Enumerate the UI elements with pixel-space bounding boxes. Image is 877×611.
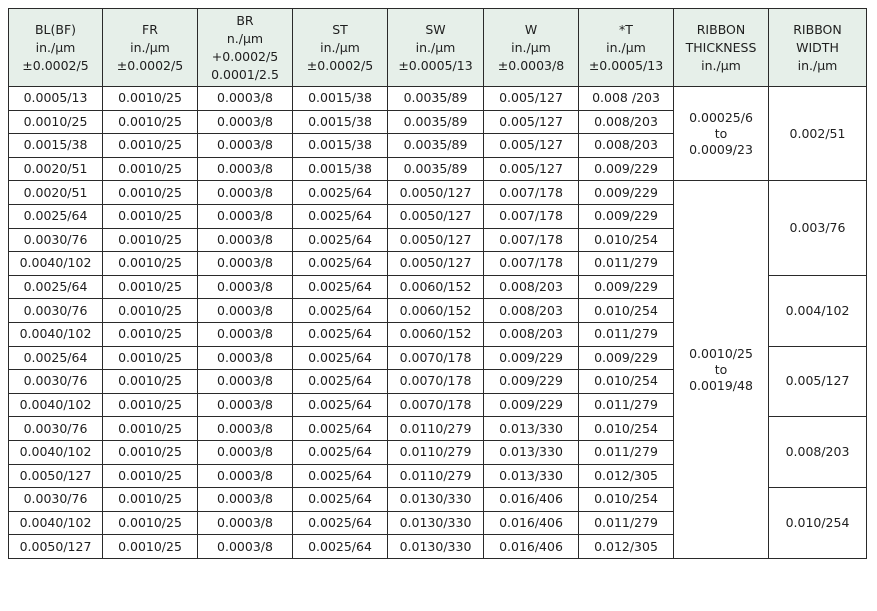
- header-ribbon-width: [769, 9, 867, 87]
- cell-t: 0.011/279: [579, 252, 674, 276]
- cell-st: 0.0025/64: [293, 440, 388, 464]
- cell-st: 0.0025/64: [293, 322, 388, 346]
- cell-fr: 0.0010/25: [103, 417, 198, 441]
- cell-sw: 0.0035/89: [388, 87, 484, 111]
- cell-st: 0.0025/64: [293, 511, 388, 535]
- header-line: ±0.0005/13: [588, 57, 664, 73]
- cell-bl-bf: 0.0030/76: [9, 370, 103, 394]
- header-line: in./µm: [415, 39, 456, 55]
- cell-fr: 0.0010/25: [103, 110, 198, 134]
- ribbon-width-cell: 0.004/102: [769, 275, 867, 346]
- ribbon-thickness-line: 0.00025/6: [689, 109, 753, 125]
- header-line: in./µm: [701, 57, 741, 73]
- cell-t: 0.009/229: [579, 275, 674, 299]
- cell-w: 0.009/229: [484, 370, 579, 394]
- cell-sw: 0.0050/127: [388, 204, 484, 228]
- cell-fr: 0.0010/25: [103, 87, 198, 111]
- cell-w: 0.005/127: [484, 110, 579, 134]
- header-br: [198, 9, 293, 87]
- cell-br: 0.0003/8: [198, 110, 293, 134]
- cell-bl-bf: 0.0030/76: [9, 417, 103, 441]
- cell-br: 0.0003/8: [198, 204, 293, 228]
- cell-fr: 0.0010/25: [103, 252, 198, 276]
- header-line: in./µm: [606, 39, 646, 55]
- cell-w: 0.007/178: [484, 204, 579, 228]
- cell-t: 0.010/254: [579, 488, 674, 512]
- cell-t: 0.010/254: [579, 228, 674, 252]
- cell-br: 0.0003/8: [198, 299, 293, 323]
- cell-br: 0.0003/8: [198, 440, 293, 464]
- cell-st: 0.0025/64: [293, 346, 388, 370]
- header-line: RIBBON: [696, 21, 746, 37]
- cell-sw: 0.0110/279: [388, 464, 484, 488]
- cell-fr: 0.0010/25: [103, 535, 198, 559]
- cell-bl-bf: 0.0020/51: [9, 157, 103, 181]
- cell-st: 0.0025/64: [293, 252, 388, 276]
- cell-sw: 0.0050/127: [388, 181, 484, 205]
- cell-w: 0.013/330: [484, 417, 579, 441]
- header-line: ±0.0002/5: [22, 57, 89, 73]
- cell-bl-bf: 0.0050/127: [9, 535, 103, 559]
- header-t: [579, 9, 674, 87]
- cell-br: 0.0003/8: [198, 275, 293, 299]
- header-line: ±0.0003/8: [497, 57, 565, 73]
- header-line: in./µm: [35, 39, 76, 55]
- header-line: THICKNESS: [685, 39, 757, 55]
- cell-fr: 0.0010/25: [103, 228, 198, 252]
- cell-t: 0.010/254: [579, 299, 674, 323]
- cell-w: 0.016/406: [484, 511, 579, 535]
- cell-t: 0.009/229: [579, 204, 674, 228]
- cell-w: 0.005/127: [484, 157, 579, 181]
- cell-st: 0.0025/64: [293, 299, 388, 323]
- cell-sw: 0.0130/330: [388, 488, 484, 512]
- cell-br: 0.0003/8: [198, 157, 293, 181]
- cell-w: 0.007/178: [484, 252, 579, 276]
- cell-sw: 0.0130/330: [388, 535, 484, 559]
- cell-br: 0.0003/8: [198, 464, 293, 488]
- ribbon-thickness-line: 0.0010/25: [689, 345, 753, 361]
- cell-t: 0.011/279: [579, 440, 674, 464]
- cell-sw: 0.0110/279: [388, 440, 484, 464]
- cell-w: 0.008/203: [484, 275, 579, 299]
- cell-t: 0.008/203: [579, 134, 674, 158]
- cell-st: 0.0025/64: [293, 228, 388, 252]
- cell-bl-bf: 0.0010/25: [9, 110, 103, 134]
- cell-st: 0.0025/64: [293, 393, 388, 417]
- header-sw: [388, 9, 484, 87]
- header-line: *T: [619, 21, 633, 37]
- header-line: RIBBON: [793, 21, 842, 37]
- cell-bl-bf: 0.0040/102: [9, 252, 103, 276]
- cell-w: 0.007/178: [484, 228, 579, 252]
- spec-table: [8, 8, 867, 559]
- cell-br: 0.0003/8: [198, 252, 293, 276]
- cell-w: 0.009/229: [484, 346, 579, 370]
- header-row: [9, 9, 867, 87]
- cell-t: 0.011/279: [579, 322, 674, 346]
- cell-fr: 0.0010/25: [103, 464, 198, 488]
- cell-fr: 0.0010/25: [103, 134, 198, 158]
- cell-w: 0.005/127: [484, 87, 579, 111]
- ribbon-width-cell: 0.010/254: [769, 488, 867, 559]
- cell-sw: 0.0130/330: [388, 511, 484, 535]
- cell-br: 0.0003/8: [198, 393, 293, 417]
- cell-t: 0.011/279: [579, 393, 674, 417]
- cell-sw: 0.0070/178: [388, 370, 484, 394]
- cell-t: 0.008/203: [579, 110, 674, 134]
- header-st: [293, 9, 388, 87]
- cell-sw: 0.0070/178: [388, 346, 484, 370]
- cell-st: 0.0025/64: [293, 275, 388, 299]
- table-row: [9, 181, 867, 205]
- header-line: WIDTH: [796, 39, 839, 55]
- table-body: [9, 87, 867, 559]
- cell-br: 0.0003/8: [198, 134, 293, 158]
- header-line: in./µm: [320, 39, 360, 55]
- header-line: SW: [425, 21, 446, 37]
- cell-bl-bf: 0.0025/64: [9, 346, 103, 370]
- cell-st: 0.0025/64: [293, 535, 388, 559]
- cell-t: 0.009/229: [579, 157, 674, 181]
- cell-sw: 0.0070/178: [388, 393, 484, 417]
- cell-st: 0.0015/38: [293, 110, 388, 134]
- cell-st: 0.0015/38: [293, 134, 388, 158]
- ribbon-thickness-line: 0.0009/23: [689, 141, 753, 157]
- cell-bl-bf: 0.0020/51: [9, 181, 103, 205]
- header-line: n./µm: [226, 30, 264, 46]
- cell-t: 0.009/229: [579, 181, 674, 205]
- cell-st: 0.0025/64: [293, 464, 388, 488]
- ribbon-thickness-line: to: [714, 125, 728, 141]
- table-row: [9, 87, 867, 111]
- cell-t: 0.011/279: [579, 511, 674, 535]
- cell-sw: 0.0110/279: [388, 417, 484, 441]
- cell-fr: 0.0010/25: [103, 322, 198, 346]
- cell-bl-bf: 0.0025/64: [9, 275, 103, 299]
- header-ribbon-thickness: [674, 9, 769, 87]
- ribbon-thickness-cell: [674, 181, 769, 559]
- header-line: 0.0001/2.5: [211, 66, 279, 82]
- cell-w: 0.008/203: [484, 299, 579, 323]
- ribbon-thickness-line: to: [714, 361, 728, 377]
- ribbon-width-cell: 0.005/127: [769, 346, 867, 417]
- cell-br: 0.0003/8: [198, 87, 293, 111]
- cell-st: 0.0025/64: [293, 488, 388, 512]
- cell-st: 0.0025/64: [293, 417, 388, 441]
- cell-st: 0.0025/64: [293, 181, 388, 205]
- header-line: BR: [236, 12, 254, 28]
- cell-fr: 0.0010/25: [103, 181, 198, 205]
- cell-w: 0.008/203: [484, 322, 579, 346]
- cell-bl-bf: 0.0040/102: [9, 322, 103, 346]
- ribbon-width-cell: 0.002/51: [769, 87, 867, 181]
- cell-br: 0.0003/8: [198, 346, 293, 370]
- cell-w: 0.016/406: [484, 488, 579, 512]
- cell-t: 0.010/254: [579, 370, 674, 394]
- cell-st: 0.0015/38: [293, 87, 388, 111]
- cell-t: 0.008 /203: [579, 87, 674, 111]
- header-w: [484, 9, 579, 87]
- cell-fr: 0.0010/25: [103, 346, 198, 370]
- cell-bl-bf: 0.0040/102: [9, 393, 103, 417]
- ribbon-thickness-cell: [674, 87, 769, 181]
- cell-br: 0.0003/8: [198, 370, 293, 394]
- cell-br: 0.0003/8: [198, 417, 293, 441]
- ribbon-thickness-line: 0.0019/48: [689, 377, 753, 393]
- cell-br: 0.0003/8: [198, 322, 293, 346]
- cell-bl-bf: 0.0025/64: [9, 204, 103, 228]
- ribbon-width-cell: 0.008/203: [769, 417, 867, 488]
- cell-fr: 0.0010/25: [103, 488, 198, 512]
- cell-t: 0.012/305: [579, 464, 674, 488]
- cell-fr: 0.0010/25: [103, 511, 198, 535]
- header-line: ST: [332, 21, 348, 37]
- cell-fr: 0.0010/25: [103, 440, 198, 464]
- cell-w: 0.016/406: [484, 535, 579, 559]
- cell-w: 0.009/229: [484, 393, 579, 417]
- cell-bl-bf: 0.0005/13: [9, 87, 103, 111]
- cell-br: 0.0003/8: [198, 511, 293, 535]
- cell-fr: 0.0010/25: [103, 157, 198, 181]
- cell-st: 0.0015/38: [293, 157, 388, 181]
- cell-br: 0.0003/8: [198, 535, 293, 559]
- cell-st: 0.0025/64: [293, 370, 388, 394]
- header-fr: [103, 9, 198, 87]
- cell-sw: 0.0050/127: [388, 252, 484, 276]
- header-line: ±0.0005/13: [398, 57, 473, 73]
- cell-bl-bf: 0.0040/102: [9, 440, 103, 464]
- cell-fr: 0.0010/25: [103, 370, 198, 394]
- cell-sw: 0.0035/89: [388, 110, 484, 134]
- cell-w: 0.013/330: [484, 440, 579, 464]
- cell-bl-bf: 0.0030/76: [9, 228, 103, 252]
- cell-w: 0.013/330: [484, 464, 579, 488]
- cell-br: 0.0003/8: [198, 181, 293, 205]
- cell-t: 0.009/229: [579, 346, 674, 370]
- header-line: FR: [142, 21, 158, 37]
- cell-t: 0.012/305: [579, 535, 674, 559]
- cell-sw: 0.0060/152: [388, 322, 484, 346]
- cell-sw: 0.0035/89: [388, 134, 484, 158]
- cell-bl-bf: 0.0050/127: [9, 464, 103, 488]
- cell-br: 0.0003/8: [198, 488, 293, 512]
- cell-bl-bf: 0.0040/102: [9, 511, 103, 535]
- cell-fr: 0.0010/25: [103, 299, 198, 323]
- cell-w: 0.005/127: [484, 134, 579, 158]
- cell-bl-bf: 0.0015/38: [9, 134, 103, 158]
- header-line: ±0.0002/5: [116, 57, 184, 73]
- header-line: in./µm: [130, 39, 170, 55]
- header-line: W: [524, 21, 538, 37]
- cell-bl-bf: 0.0030/76: [9, 299, 103, 323]
- header-line: +0.0002/5: [211, 48, 279, 64]
- cell-sw: 0.0060/152: [388, 275, 484, 299]
- header-bl-bf: [9, 9, 103, 87]
- table-header: [9, 9, 867, 87]
- cell-st: 0.0025/64: [293, 204, 388, 228]
- header-line: ±0.0002/5: [306, 57, 374, 73]
- cell-w: 0.007/178: [484, 181, 579, 205]
- cell-t: 0.010/254: [579, 417, 674, 441]
- header-line: BL(BF): [34, 21, 77, 37]
- cell-br: 0.0003/8: [198, 228, 293, 252]
- header-line: in./µm: [797, 57, 838, 73]
- cell-sw: 0.0060/152: [388, 299, 484, 323]
- ribbon-width-cell: 0.003/76: [769, 181, 867, 275]
- cell-sw: 0.0035/89: [388, 157, 484, 181]
- cell-bl-bf: 0.0030/76: [9, 488, 103, 512]
- cell-sw: 0.0050/127: [388, 228, 484, 252]
- cell-fr: 0.0010/25: [103, 393, 198, 417]
- cell-fr: 0.0010/25: [103, 275, 198, 299]
- header-line: in./µm: [511, 39, 551, 55]
- cell-fr: 0.0010/25: [103, 204, 198, 228]
